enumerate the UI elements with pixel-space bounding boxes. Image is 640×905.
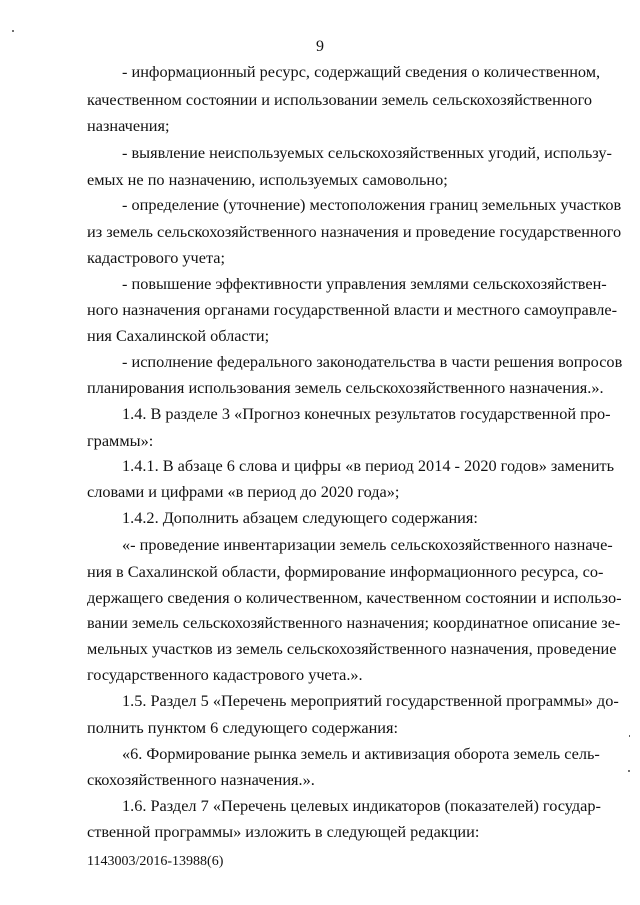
text-line: «- проведение инвентаризации земель сельскохозяйственного назначе- (122, 535, 613, 554)
text-line: полнить пунктом 6 следующего содержания: (87, 718, 399, 737)
page-number: 9 (316, 38, 324, 55)
text-line: - выявление неиспользуемых сельскохозяйственных угодий, использу- (122, 143, 612, 162)
text-line: 1.4.1. В абзаце 6 слова и цифры «в период 2014 - 2020 годов» заменить (122, 456, 615, 475)
text-line: 1.5. Раздел 5 «Перечень мероприятий государственной программы» до- (122, 691, 619, 710)
text-line: ственной программы» изложить в следующей редакции: (87, 822, 480, 841)
text-line: планирования использования земель сельскохозяйственного назначения.». (87, 378, 604, 397)
text-line: ния в Сахалинской области, формирование информационного ресурса, со- (87, 562, 604, 581)
text-line: - определение (уточнение) местоположения границ земельных участков (122, 195, 622, 214)
text-line: качественном состоянии и использовании земель сельскохозяйственного (87, 90, 593, 109)
scan-speck (628, 770, 630, 772)
text-line: государственного кадастрового учета.». (87, 665, 363, 684)
text-line: словами и цифрами «в период до 2020 года»; (87, 482, 400, 501)
text-line: из земель сельскохозяйственного назначения и проведение государственного (87, 222, 622, 241)
text-line: кадастрового учета; (87, 248, 226, 267)
text-line: назначения; (87, 116, 170, 135)
text-line: держащего сведения о количественном, качественном состоянии и использо- (87, 588, 622, 607)
text-line: вании земель сельскохозяйственного назначения; координатное описание зе- (87, 613, 621, 632)
scan-speck (12, 30, 14, 32)
text-line: 1.6. Раздел 7 «Перечень целевых индикаторов (показателей) государ- (122, 796, 601, 815)
text-line: 1.4. В разделе 3 «Прогноз конечных результатов государственной про- (122, 404, 611, 423)
text-line: - исполнение федерального законодательства в части решения вопросов (122, 352, 623, 371)
scan-speck (629, 735, 630, 737)
text-line: «6. Формирование рынка земель и активизация оборота земель сель- (122, 744, 600, 763)
document-code: 1143003/2016-13988(6) (87, 854, 224, 869)
text-line: граммы»: (87, 431, 154, 450)
text-line: емых не по назначению, используемых самовольно; (87, 170, 448, 189)
text-line: ного назначения органами государственной власти и местного самоуправле- (87, 300, 617, 319)
text-line: скохозяйственного назначения.». (87, 770, 315, 789)
text-line: - информационный ресурс, содержащий сведения о количественном, (122, 62, 601, 81)
text-line: 1.4.2. Дополнить абзацем следующего содержания: (122, 508, 478, 527)
text-line: ния Сахалинской области; (87, 326, 270, 345)
text-line: мельных участков из земель сельскохозяйственного назначения, проведение (87, 639, 617, 658)
text-line: - повышение эффективности управления землями сельскохозяйствен- (122, 274, 607, 293)
